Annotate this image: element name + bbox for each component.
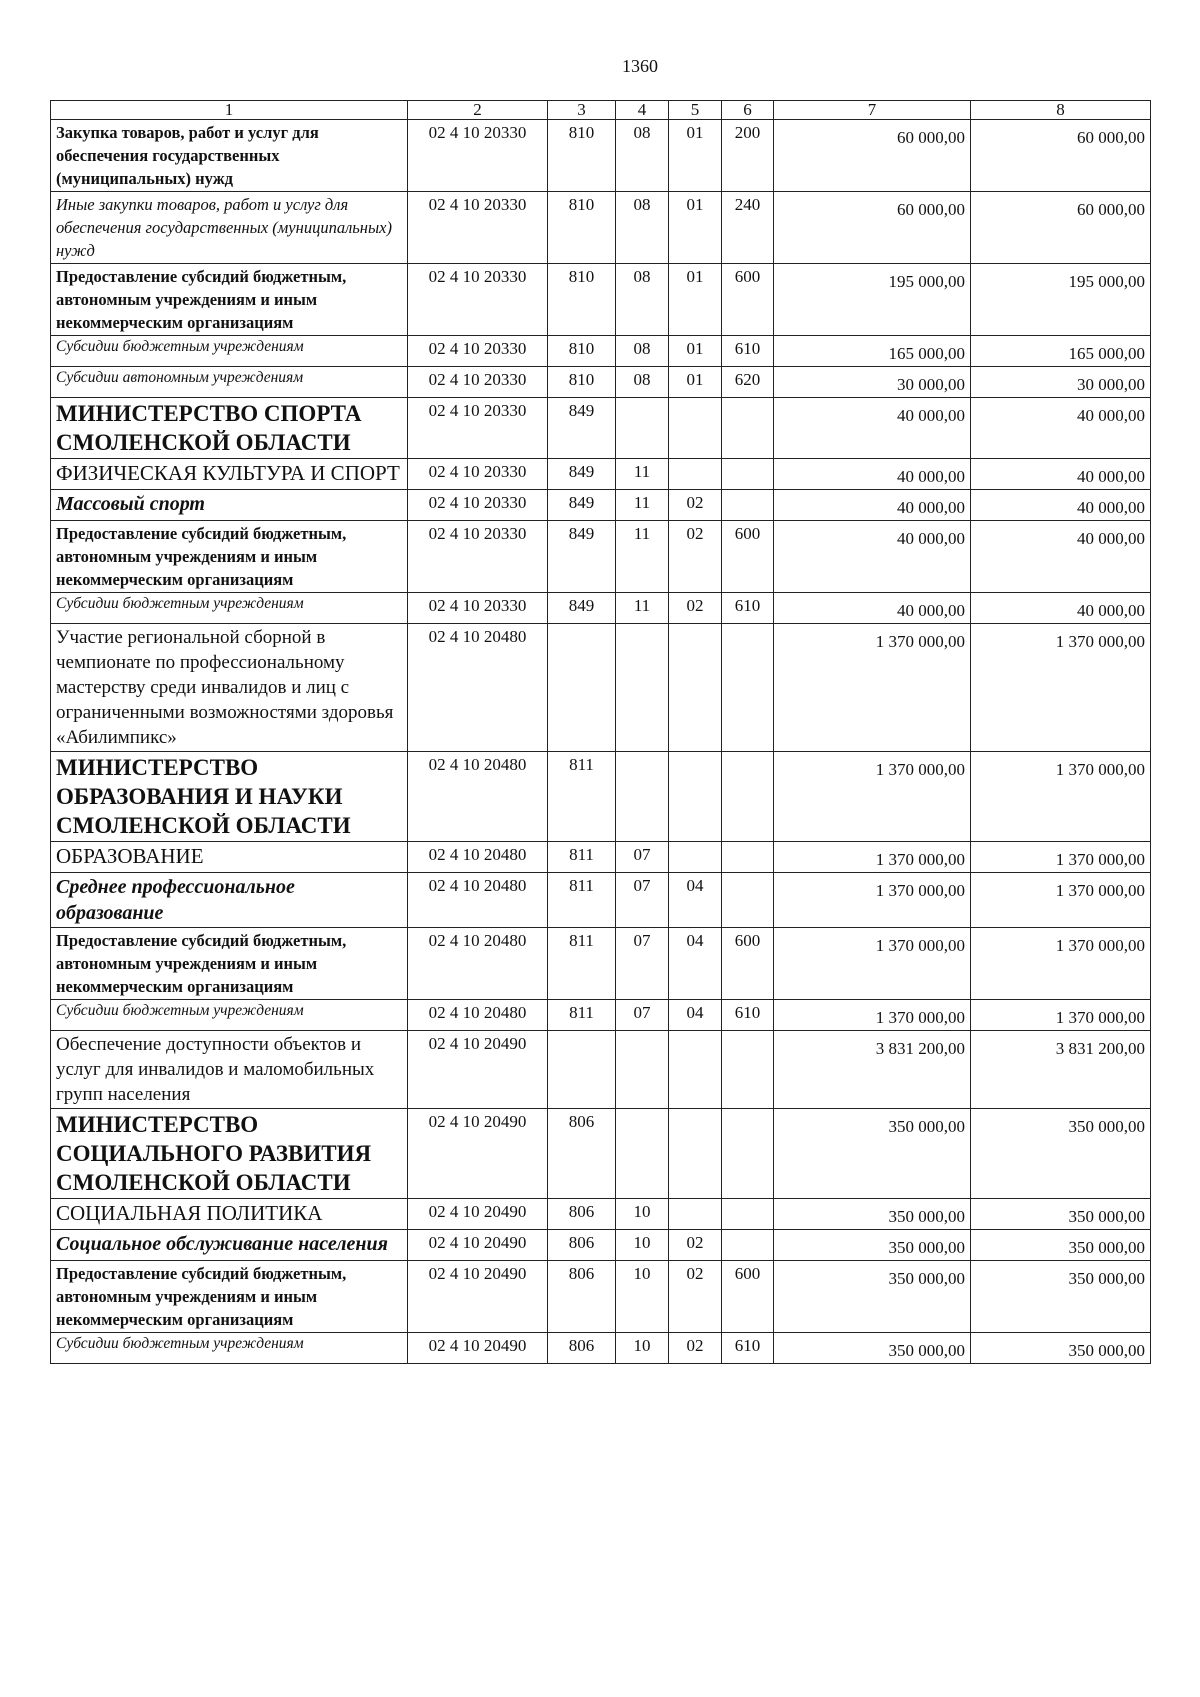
ministry-code-cell xyxy=(548,624,616,752)
subsection-code-cell xyxy=(669,1109,722,1199)
section-code-cell xyxy=(616,398,669,459)
table-body xyxy=(51,101,1151,1364)
subsection-code-cell: 01 xyxy=(669,192,722,264)
subsection-code-cell xyxy=(669,1031,722,1109)
amount-cell-col7: 1 370 000,00 xyxy=(774,1000,971,1031)
section-code-cell: 10 xyxy=(616,1230,669,1261)
amount-cell-col8: 60 000,00 xyxy=(971,120,1151,192)
target-code-cell: 02 4 10 20330 xyxy=(408,336,548,367)
target-code-cell: 02 4 10 20330 xyxy=(408,490,548,521)
amount-cell-col8: 165 000,00 xyxy=(971,336,1151,367)
target-code-cell: 02 4 10 20480 xyxy=(408,752,548,842)
ministry-code-cell: 810 xyxy=(548,120,616,192)
ministry-code-cell: 810 xyxy=(548,367,616,398)
amount-cell-col7: 30 000,00 xyxy=(774,367,971,398)
subsection-code-cell: 04 xyxy=(669,1000,722,1031)
section-code-cell: 11 xyxy=(616,459,669,490)
row-name-cell: Предоставление субсидий бюджетным, автономным учреждениям и иным некоммерческим организациям xyxy=(51,1261,408,1333)
table-row xyxy=(51,1230,1151,1261)
section-code-cell: 07 xyxy=(616,842,669,873)
target-code-cell: 02 4 10 20330 xyxy=(408,593,548,624)
amount-cell-col8: 60 000,00 xyxy=(971,192,1151,264)
row-name-cell: Субсидии бюджетным учреждениям xyxy=(51,1000,408,1031)
table-row xyxy=(51,459,1151,490)
amount-cell-col7: 40 000,00 xyxy=(774,459,971,490)
table-row xyxy=(51,264,1151,336)
row-name-cell: Массовый спорт xyxy=(51,490,408,521)
expense-type-cell xyxy=(722,624,774,752)
amount-cell-col7: 1 370 000,00 xyxy=(774,842,971,873)
row-name-cell: Участие региональной сборной в чемпионате по профессиональному мастерству среди инвалидов и лиц с ограниченными возможностями здоровья «Абилимпикс» xyxy=(51,624,408,752)
table-row xyxy=(51,1199,1151,1230)
table-row xyxy=(51,873,1151,928)
amount-cell-col8: 350 000,00 xyxy=(971,1261,1151,1333)
target-code-cell: 02 4 10 20330 xyxy=(408,367,548,398)
subsection-code-cell: 04 xyxy=(669,928,722,1000)
subsection-code-cell: 02 xyxy=(669,1261,722,1333)
row-name-cell: Предоставление субсидий бюджетным, автономным учреждениям и иным некоммерческим организациям xyxy=(51,928,408,1000)
subsection-code-cell xyxy=(669,624,722,752)
header-row xyxy=(51,101,1151,120)
amount-cell-col8: 195 000,00 xyxy=(971,264,1151,336)
amount-cell-col8: 1 370 000,00 xyxy=(971,752,1151,842)
header-cell-3: 3 xyxy=(548,101,616,120)
table-row xyxy=(51,1261,1151,1333)
table-row xyxy=(51,1333,1151,1364)
ministry-code-cell: 806 xyxy=(548,1109,616,1199)
row-name-cell: МИНИСТЕРСТВО СПОРТА СМОЛЕНСКОЙ ОБЛАСТИ xyxy=(51,398,408,459)
ministry-code-cell: 806 xyxy=(548,1333,616,1364)
amount-cell-col8: 350 000,00 xyxy=(971,1199,1151,1230)
table-row xyxy=(51,367,1151,398)
section-code-cell xyxy=(616,1031,669,1109)
amount-cell-col7: 165 000,00 xyxy=(774,336,971,367)
table-row xyxy=(51,1109,1151,1199)
table-row xyxy=(51,1000,1151,1031)
section-code-cell: 08 xyxy=(616,264,669,336)
table-row xyxy=(51,490,1151,521)
target-code-cell: 02 4 10 20490 xyxy=(408,1333,548,1364)
header-cell-7: 7 xyxy=(774,101,971,120)
expense-type-cell xyxy=(722,490,774,521)
header-cell-6: 6 xyxy=(722,101,774,120)
amount-cell-col7: 40 000,00 xyxy=(774,398,971,459)
section-code-cell: 07 xyxy=(616,873,669,928)
row-name-cell: МИНИСТЕРСТВО СОЦИАЛЬНОГО РАЗВИТИЯ СМОЛЕНСКОЙ ОБЛАСТИ xyxy=(51,1109,408,1199)
section-code-cell xyxy=(616,1109,669,1199)
target-code-cell: 02 4 10 20330 xyxy=(408,192,548,264)
target-code-cell: 02 4 10 20490 xyxy=(408,1109,548,1199)
page-number: 1360 xyxy=(622,56,658,76)
row-name-cell: МИНИСТЕРСТВО ОБРАЗОВАНИЯ И НАУКИ СМОЛЕНСКОЙ ОБЛАСТИ xyxy=(51,752,408,842)
row-name-cell: Предоставление субсидий бюджетным, автономным учреждениям и иным некоммерческим организациям xyxy=(51,521,408,593)
amount-cell-col7: 350 000,00 xyxy=(774,1333,971,1364)
amount-cell-col8: 30 000,00 xyxy=(971,367,1151,398)
amount-cell-col7: 350 000,00 xyxy=(774,1261,971,1333)
amount-cell-col7: 350 000,00 xyxy=(774,1230,971,1261)
ministry-code-cell: 811 xyxy=(548,752,616,842)
section-code-cell: 11 xyxy=(616,593,669,624)
expense-type-cell: 200 xyxy=(722,120,774,192)
amount-cell-col7: 40 000,00 xyxy=(774,490,971,521)
subsection-code-cell: 02 xyxy=(669,1333,722,1364)
amount-cell-col8: 1 370 000,00 xyxy=(971,624,1151,752)
amount-cell-col7: 1 370 000,00 xyxy=(774,624,971,752)
amount-cell-col8: 40 000,00 xyxy=(971,398,1151,459)
expense-type-cell xyxy=(722,1031,774,1109)
target-code-cell: 02 4 10 20330 xyxy=(408,459,548,490)
expense-type-cell xyxy=(722,752,774,842)
section-code-cell: 10 xyxy=(616,1333,669,1364)
target-code-cell: 02 4 10 20490 xyxy=(408,1199,548,1230)
subsection-code-cell xyxy=(669,842,722,873)
ministry-code-cell: 811 xyxy=(548,873,616,928)
table-row xyxy=(51,842,1151,873)
amount-cell-col7: 60 000,00 xyxy=(774,192,971,264)
amount-cell-col7: 1 370 000,00 xyxy=(774,928,971,1000)
subsection-code-cell: 01 xyxy=(669,367,722,398)
row-name-cell: Предоставление субсидий бюджетным, автономным учреждениям и иным некоммерческим организациям xyxy=(51,264,408,336)
table-row xyxy=(51,928,1151,1000)
amount-cell-col7: 1 370 000,00 xyxy=(774,873,971,928)
amount-cell-col8: 350 000,00 xyxy=(971,1333,1151,1364)
table-row xyxy=(51,398,1151,459)
table-row xyxy=(51,336,1151,367)
amount-cell-col8: 350 000,00 xyxy=(971,1109,1151,1199)
amount-cell-col8: 40 000,00 xyxy=(971,459,1151,490)
ministry-code-cell: 806 xyxy=(548,1230,616,1261)
ministry-code-cell: 810 xyxy=(548,336,616,367)
section-code-cell: 08 xyxy=(616,367,669,398)
amount-cell-col7: 60 000,00 xyxy=(774,120,971,192)
subsection-code-cell: 02 xyxy=(669,521,722,593)
table-row xyxy=(51,752,1151,842)
expense-type-cell xyxy=(722,1230,774,1261)
section-code-cell: 07 xyxy=(616,928,669,1000)
amount-cell-col8: 1 370 000,00 xyxy=(971,842,1151,873)
target-code-cell: 02 4 10 20490 xyxy=(408,1031,548,1109)
amount-cell-col7: 3 831 200,00 xyxy=(774,1031,971,1109)
header-cell-5: 5 xyxy=(669,101,722,120)
section-code-cell: 11 xyxy=(616,490,669,521)
expense-type-cell xyxy=(722,1109,774,1199)
expense-type-cell xyxy=(722,1199,774,1230)
row-name-cell: Субсидии бюджетным учреждениям xyxy=(51,336,408,367)
amount-cell-col8: 40 000,00 xyxy=(971,593,1151,624)
expense-type-cell: 610 xyxy=(722,1333,774,1364)
row-name-cell: Социальное обслуживание населения xyxy=(51,1230,408,1261)
amount-cell-col8: 3 831 200,00 xyxy=(971,1031,1151,1109)
expense-type-cell: 600 xyxy=(722,1261,774,1333)
ministry-code-cell: 849 xyxy=(548,490,616,521)
ministry-code-cell: 811 xyxy=(548,842,616,873)
target-code-cell: 02 4 10 20480 xyxy=(408,873,548,928)
amount-cell-col7: 1 370 000,00 xyxy=(774,752,971,842)
expense-type-cell xyxy=(722,873,774,928)
target-code-cell: 02 4 10 20330 xyxy=(408,398,548,459)
ministry-code-cell: 806 xyxy=(548,1261,616,1333)
expense-type-cell xyxy=(722,842,774,873)
target-code-cell: 02 4 10 20480 xyxy=(408,1000,548,1031)
amount-cell-col7: 40 000,00 xyxy=(774,593,971,624)
ministry-code-cell: 849 xyxy=(548,593,616,624)
table-row xyxy=(51,521,1151,593)
amount-cell-col8: 1 370 000,00 xyxy=(971,928,1151,1000)
section-code-cell xyxy=(616,752,669,842)
ministry-code-cell: 810 xyxy=(548,192,616,264)
expense-type-cell: 610 xyxy=(722,593,774,624)
subsection-code-cell: 01 xyxy=(669,264,722,336)
table-row xyxy=(51,1031,1151,1109)
row-name-cell: ОБРАЗОВАНИЕ xyxy=(51,842,408,873)
expense-type-cell: 600 xyxy=(722,928,774,1000)
subsection-code-cell xyxy=(669,1199,722,1230)
amount-cell-col8: 1 370 000,00 xyxy=(971,873,1151,928)
amount-cell-col8: 40 000,00 xyxy=(971,521,1151,593)
row-name-cell: СОЦИАЛЬНАЯ ПОЛИТИКА xyxy=(51,1199,408,1230)
section-code-cell: 08 xyxy=(616,336,669,367)
ministry-code-cell: 810 xyxy=(548,264,616,336)
ministry-code-cell: 806 xyxy=(548,1199,616,1230)
row-name-cell: Обеспечение доступности объектов и услуг для инвалидов и маломобильных групп населения xyxy=(51,1031,408,1109)
amount-cell-col7: 195 000,00 xyxy=(774,264,971,336)
row-name-cell: Иные закупки товаров, работ и услуг для обеспечения государственных (муниципальных) нужд xyxy=(51,192,408,264)
header-cell-8: 8 xyxy=(971,101,1151,120)
row-name-cell: ФИЗИЧЕСКАЯ КУЛЬТУРА И СПОРТ xyxy=(51,459,408,490)
section-code-cell: 08 xyxy=(616,192,669,264)
subsection-code-cell: 02 xyxy=(669,1230,722,1261)
subsection-code-cell: 01 xyxy=(669,120,722,192)
subsection-code-cell xyxy=(669,398,722,459)
expense-type-cell: 610 xyxy=(722,336,774,367)
section-code-cell: 10 xyxy=(616,1199,669,1230)
expense-type-cell: 610 xyxy=(722,1000,774,1031)
expense-type-cell: 600 xyxy=(722,521,774,593)
row-name-cell: Субсидии бюджетным учреждениям xyxy=(51,593,408,624)
table-row xyxy=(51,593,1151,624)
target-code-cell: 02 4 10 20490 xyxy=(408,1230,548,1261)
target-code-cell: 02 4 10 20490 xyxy=(408,1261,548,1333)
ministry-code-cell: 849 xyxy=(548,521,616,593)
target-code-cell: 02 4 10 20480 xyxy=(408,928,548,1000)
ministry-code-cell: 811 xyxy=(548,928,616,1000)
subsection-code-cell xyxy=(669,752,722,842)
subsection-code-cell: 02 xyxy=(669,490,722,521)
table-row xyxy=(51,120,1151,192)
row-name-cell: Субсидии автономным учреждениям xyxy=(51,367,408,398)
target-code-cell: 02 4 10 20330 xyxy=(408,264,548,336)
section-code-cell: 11 xyxy=(616,521,669,593)
header-cell-2: 2 xyxy=(408,101,548,120)
expense-type-cell xyxy=(722,398,774,459)
section-code-cell: 07 xyxy=(616,1000,669,1031)
target-code-cell: 02 4 10 20480 xyxy=(408,842,548,873)
row-name-cell: Среднее профессиональное образование xyxy=(51,873,408,928)
section-code-cell: 10 xyxy=(616,1261,669,1333)
amount-cell-col7: 350 000,00 xyxy=(774,1199,971,1230)
amount-cell-col7: 40 000,00 xyxy=(774,521,971,593)
ministry-code-cell: 849 xyxy=(548,398,616,459)
table-row xyxy=(51,192,1151,264)
section-code-cell xyxy=(616,624,669,752)
target-code-cell: 02 4 10 20330 xyxy=(408,120,548,192)
amount-cell-col7: 350 000,00 xyxy=(774,1109,971,1199)
expense-type-cell xyxy=(722,459,774,490)
header-cell-4: 4 xyxy=(616,101,669,120)
section-code-cell: 08 xyxy=(616,120,669,192)
subsection-code-cell: 04 xyxy=(669,873,722,928)
target-code-cell: 02 4 10 20330 xyxy=(408,521,548,593)
header-cell-1: 1 xyxy=(51,101,408,120)
ministry-code-cell: 849 xyxy=(548,459,616,490)
amount-cell-col8: 40 000,00 xyxy=(971,490,1151,521)
budget-table xyxy=(50,100,1151,1364)
expense-type-cell: 600 xyxy=(722,264,774,336)
amount-cell-col8: 1 370 000,00 xyxy=(971,1000,1151,1031)
row-name-cell: Закупка товаров, работ и услуг для обеспечения государственных (муниципальных) нужд xyxy=(51,120,408,192)
target-code-cell: 02 4 10 20480 xyxy=(408,624,548,752)
ministry-code-cell: 811 xyxy=(548,1000,616,1031)
expense-type-cell: 620 xyxy=(722,367,774,398)
subsection-code-cell: 02 xyxy=(669,593,722,624)
amount-cell-col8: 350 000,00 xyxy=(971,1230,1151,1261)
expense-type-cell: 240 xyxy=(722,192,774,264)
table-row xyxy=(51,624,1151,752)
subsection-code-cell: 01 xyxy=(669,336,722,367)
ministry-code-cell xyxy=(548,1031,616,1109)
row-name-cell: Субсидии бюджетным учреждениям xyxy=(51,1333,408,1364)
subsection-code-cell xyxy=(669,459,722,490)
